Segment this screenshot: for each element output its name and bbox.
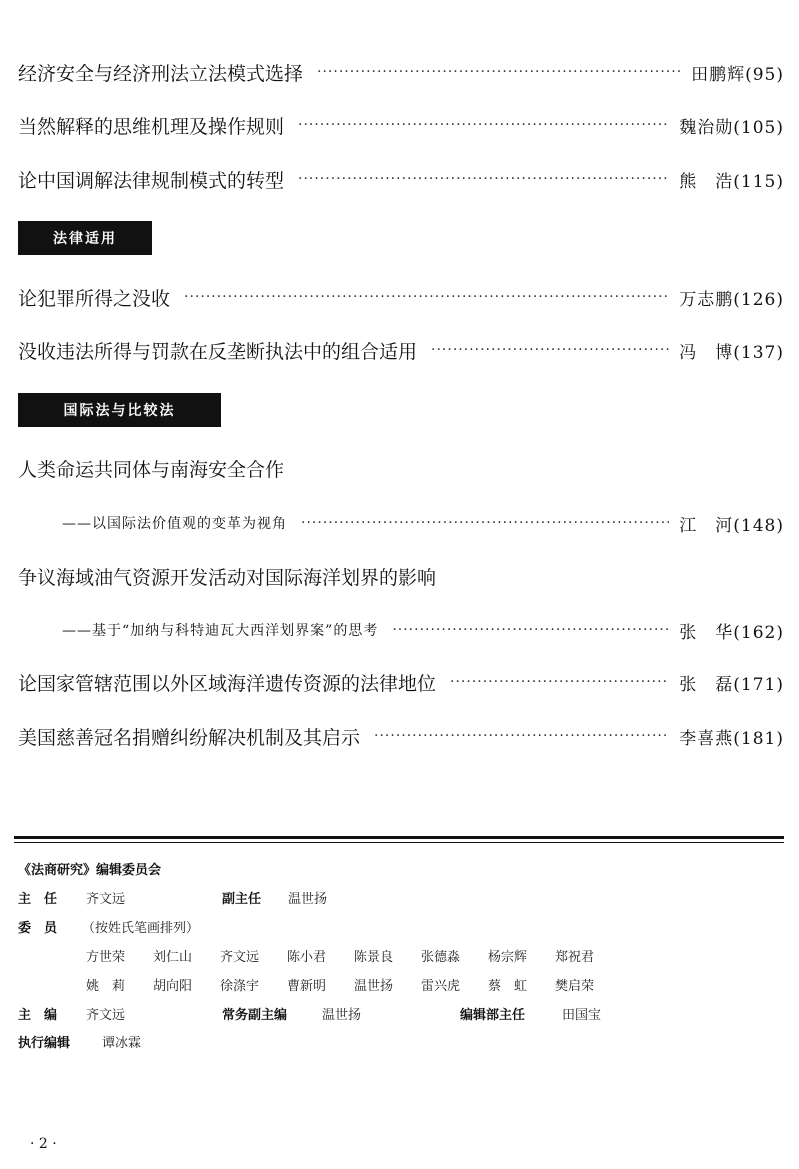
- member-name: 蔡 虹: [488, 978, 528, 994]
- toc-entry[interactable]: [18, 162, 784, 196]
- toc-entry-author-page: 冯 博(137): [679, 342, 784, 363]
- toc-entry-title: 经济安全与经济刑法立法模式选择: [18, 62, 304, 85]
- toc-entry[interactable]: [18, 333, 784, 367]
- members-note: （按姓氏笔画排列）: [82, 920, 200, 936]
- toc-entry-title: 论中国调解法律规制模式的转型: [18, 169, 285, 192]
- members-list-row2: [86, 974, 622, 994]
- board-title: 《法商研究》编辑委员会: [18, 862, 162, 878]
- leader-dots: [392, 622, 669, 638]
- board-title-row: [18, 858, 161, 878]
- deputy-label: 副主任: [222, 891, 262, 907]
- toc-entry-subtitle: ——以国际法价值观的变革为视角: [62, 516, 287, 532]
- member-name: 姚 莉: [86, 978, 126, 994]
- toc-entry-title: 论国家管辖范围以外区域海洋遗传资源的法律地位: [18, 672, 437, 695]
- deputy-name: 温世扬: [288, 891, 328, 907]
- member-name: 郑祝君: [555, 949, 595, 965]
- member-name: 陈小君: [287, 949, 327, 965]
- member-name: 杨宗辉: [488, 949, 528, 965]
- editorial-board: [18, 850, 784, 1060]
- board-exec-editor-row: [18, 1031, 141, 1051]
- toc-entry[interactable]: [18, 719, 784, 753]
- member-name: 雷兴虎: [421, 978, 461, 994]
- exec-editor-name: 谭冰霖: [102, 1035, 142, 1051]
- leader-dots: [317, 64, 681, 80]
- toc-entry-author-page: 万志鹏(126): [679, 289, 784, 310]
- toc-entry-author-page: 张 华(162): [679, 622, 784, 643]
- office-director-name: 田国宝: [562, 1007, 602, 1023]
- director-label: 主 任: [18, 891, 58, 907]
- member-name: 刘仁山: [153, 949, 193, 965]
- member-name: 温世扬: [354, 978, 394, 994]
- members-list-row1: [86, 945, 622, 965]
- toc-entry-title: 当然解释的思维机理及操作规则: [18, 115, 285, 138]
- toc-entry[interactable]: [18, 55, 784, 89]
- member-name: 曹新明: [287, 978, 327, 994]
- member-name: 樊启荣: [555, 978, 595, 994]
- leader-dots: [301, 515, 669, 531]
- leader-dots: [431, 342, 669, 358]
- members-label: 委 员: [18, 920, 58, 936]
- leader-dots: [298, 171, 669, 187]
- toc-entry-author-page: 张 磊(171): [679, 674, 784, 695]
- toc-entry-title[interactable]: 争议海域油气资源开发活动对国际海洋划界的影响: [18, 567, 437, 589]
- toc-entry-subtitle-line[interactable]: [62, 613, 784, 647]
- member-name: 方世荣: [86, 949, 126, 965]
- toc-entry-author-page: 熊 浩(115): [679, 171, 784, 192]
- toc-entry-author-page: 江 河(148): [679, 515, 784, 536]
- member-name: 张德淼: [421, 949, 461, 965]
- toc-entry-author-page: 魏治勋(105): [679, 117, 784, 138]
- toc-entry-subtitle: ——基于“加纳与科特迪瓦大西洋划界案”的思考: [62, 623, 379, 639]
- exec-deputy-label: 常务副主编: [222, 1007, 288, 1023]
- board-editor-row: [18, 1003, 601, 1023]
- office-director-label: 编辑部主任: [460, 1007, 526, 1023]
- exec-deputy-name: 温世扬: [322, 1007, 362, 1023]
- section-heading-law-application: 法律适用: [18, 221, 152, 255]
- editor-label: 主 编: [18, 1007, 58, 1023]
- toc-entry-title[interactable]: 人类命运共同体与南海安全合作: [18, 459, 285, 481]
- leader-dots: [184, 289, 669, 305]
- page-number: · 2 ·: [30, 1136, 57, 1152]
- member-name: 徐涤宇: [220, 978, 260, 994]
- toc-entry[interactable]: [18, 665, 784, 699]
- editor-name: 齐文远: [86, 1007, 126, 1023]
- member-name: 胡向阳: [153, 978, 193, 994]
- toc-entry[interactable]: [18, 280, 784, 314]
- leader-dots: [298, 117, 669, 133]
- toc-entry[interactable]: [18, 108, 784, 142]
- toc-entry-author-page: 李喜燕(181): [679, 728, 784, 749]
- director-name: 齐文远: [86, 891, 126, 907]
- toc-entry-title: 没收违法所得与罚款在反垄断执法中的组合适用: [18, 340, 418, 363]
- divider-thick: [14, 836, 784, 839]
- toc-entry-title: 论犯罪所得之没收: [18, 287, 171, 310]
- toc-entry-author-page: 田鹏辉(95): [691, 64, 784, 85]
- section-heading-international-law: 国际法与比较法: [18, 393, 221, 427]
- toc-entry-subtitle-line[interactable]: [62, 506, 784, 540]
- member-name: 陈景良: [354, 949, 394, 965]
- member-name: 齐文远: [220, 949, 260, 965]
- divider-thin: [14, 842, 784, 843]
- toc-entry-title: 美国慈善冠名捐赠纠纷解决机制及其启示: [18, 726, 361, 749]
- leader-dots: [450, 674, 669, 690]
- board-director-row: [18, 887, 327, 907]
- board-members-row: [18, 916, 199, 936]
- exec-editor-label: 执行编辑: [18, 1035, 71, 1051]
- leader-dots: [374, 728, 669, 744]
